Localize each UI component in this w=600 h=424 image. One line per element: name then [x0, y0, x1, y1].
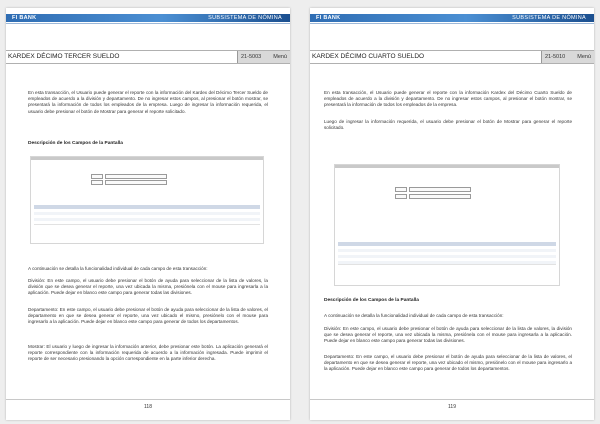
intro-paragraph-2: Luego de ingresar la información requerida, el usuario debe presionar el botón de Mostrar para generar el reporte solicitado. [324, 119, 572, 131]
intro-paragraph: En esta transacción, el Usuario puede generar el reporte con la información Kardex del Décimo Cuarto Sueldo de empleados de acuerdo a la división y departamento. De no ingresar estos campos, al presionar el botón mostrar, se presentará la información de todos los empleados de la empresa. [324, 90, 572, 108]
transaction-code: 21-5003 [241, 54, 262, 60]
header-divider [6, 23, 290, 24]
screenshot-kardex-decimo-tercer [30, 156, 264, 244]
departamento-description: Departamento: En este campo, el usuario debe presionar el botón de ayuda para seleccionar de la lista de valores, el departamento en que se desea generar el reporte, una vez ubicado el mismo, presiónelo con el mouse para ingresarlo a la aplicación. Puede dejar en blanco este campo para generar de todos los departamentos. [28, 307, 268, 325]
transaction-code: 21-5010 [545, 54, 566, 60]
screenshot-toolbar [31, 157, 263, 160]
page-title: KARDEX DÉCIMO CUARTO SUELDO [312, 53, 425, 60]
brand-logo: FI BANK [316, 15, 341, 21]
page-number: 119 [448, 404, 456, 410]
division-description: División: En este campo, el usuario debe presionar el botón de ayuda para seleccionar de la lista de valores, la división que se desea generar el reporte, una vez ubicada la misma, presiónela con el mouse para ingresarla a la aplicación. Puede dejar en blanco este campo para generar todas las divisiones. [28, 278, 268, 296]
code-box [541, 51, 594, 63]
page-119 [310, 8, 594, 420]
section-title: Descripción de los Campos de la Pantalla [28, 141, 123, 146]
page-118 [6, 8, 290, 420]
header-band [6, 14, 290, 22]
section-title: Descripción de los Campos de la Pantalla [324, 298, 419, 303]
menu-label: Menú [577, 54, 591, 60]
page-title: KARDEX DÉCIMO TERCER SUELDO [8, 53, 120, 60]
intro-paragraph: En esta transacción, el Usuario puede generar el reporte con la información del Kardex del Décimo Tercer Sueldo de empleados de acuerdo a la división y departamento. De no ingresar estos campos, al presionar el botón mostrar, se presentará la información de todos los empleados de la empresa. Luego de ingresar la información requerida, el usuario debe presionar el botón de Mostrar para generar el reporte solicitado. [28, 90, 268, 114]
screenshot-field [105, 174, 167, 179]
screenshot-field [91, 180, 103, 185]
screenshot-field [409, 194, 471, 199]
subsystem-title: SUBSISTEMA DE NÓMINA [512, 15, 586, 21]
menu-label: Menú [273, 54, 287, 60]
screenshot-field [409, 187, 471, 192]
screenshot-grid-row [338, 261, 556, 265]
mostrar-description: Mostrar: El usuario y luego de ingresar la información anterior, debe presionar este botón. La aplicación generará el reporte correspondiente con la información requerida de acuerdo a la información ingresada. Puede imprimir el reporte de ser necesario presionando la opción correspondiente en la parte inferior derecha. [28, 344, 268, 362]
code-box [237, 51, 290, 63]
fields-intro: A continuación se detalla la funcionalidad individual de cada campo de esta transacción: [28, 266, 208, 271]
header-divider [310, 23, 594, 24]
page-number: 118 [144, 404, 152, 410]
header-band [310, 14, 594, 22]
fields-intro: A continuación se detalla la funcionalidad individual de cada campo de esta transacción: [324, 313, 504, 318]
screenshot-field [395, 194, 407, 199]
screenshot-toolbar [335, 165, 559, 168]
screenshot-field [91, 174, 103, 179]
screenshot-field [105, 180, 167, 185]
title-row [6, 50, 290, 64]
division-description: División: En este campo, el usuario debe presionar el botón de ayuda para seleccionar de la lista de valores, la división que se desea generar el reporte, una vez ubicada la misma, presiónela con el mouse para ingresarla a la aplicación. Puede dejar en blanco este campo para generar todas las divisiones. [324, 326, 572, 344]
footer-divider [6, 399, 290, 400]
subsystem-title: SUBSISTEMA DE NÓMINA [208, 15, 282, 21]
brand-logo: FI BANK [12, 15, 37, 21]
screenshot-field [395, 187, 407, 192]
screenshot-grid-row [34, 221, 260, 225]
footer-divider [310, 399, 594, 400]
screenshot-kardex-decimo-cuarto [334, 164, 560, 286]
departamento-description: Departamento: En este campo, el usuario debe presionar el botón de ayuda para seleccionar de la lista de valores, el departamento en que se desea generar el reporte, una vez ubicado el mismo, presiónelo con el mouse para ingresarlo a la aplicación. Puede dejar en blanco este campo para generar de todos los departamentos. [324, 354, 572, 372]
title-row [310, 50, 594, 64]
